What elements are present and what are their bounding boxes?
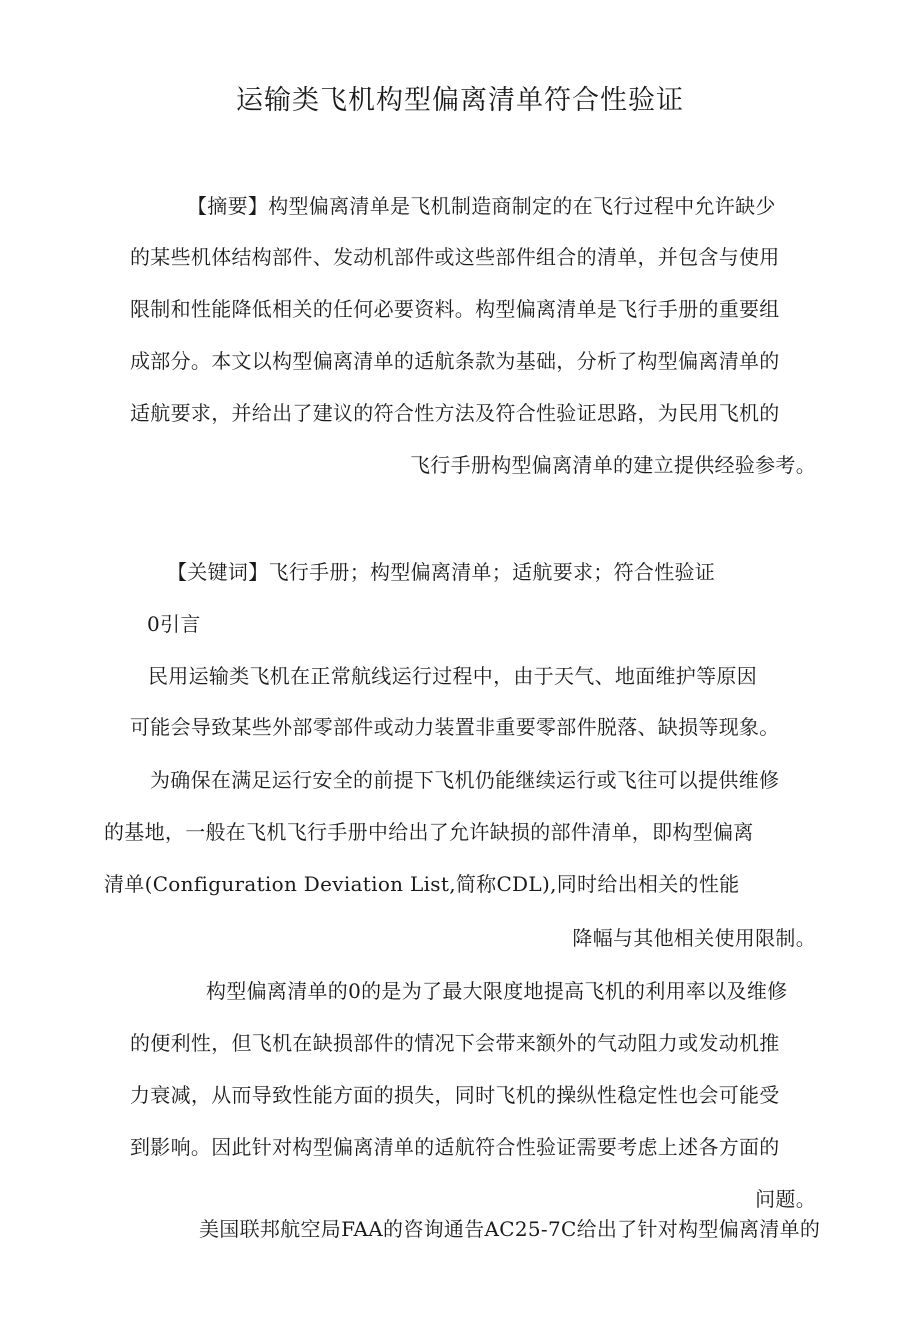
abstract-line: 适航要求，并给出了建议的符合性方法及符合性验证思路，为民用飞机的 — [130, 401, 780, 425]
section-heading: 0引言 — [147, 612, 201, 636]
body-line: 的基地，一般在飞机飞行手册中给出了允许缺损的部件清单，即构型偏离 — [104, 820, 754, 844]
document-title: 运输类飞机构型偏离清单符合性验证 — [236, 85, 684, 116]
body-line: 力衰减，从而导致性能方面的损失，同时飞机的操纵性稳定性也会可能受 — [130, 1083, 780, 1107]
keywords-line: 【关键词】飞行手册；构型偏离清单；适航要求；符合性验证 — [167, 560, 716, 584]
abstract-line: 限制和性能降低相关的任何必要资料。构型偏离清单是飞行手册的重要组 — [130, 297, 780, 321]
abstract-line: 的某些机体结构部件、发动机部件或这些部件组合的清单，并包含与使用 — [130, 245, 780, 269]
body-line: 美国联邦航空局FAA的咨询通告AC25-7C给出了针对构型偏离清单的 — [199, 1217, 821, 1241]
body-line: 问题。 — [755, 1187, 816, 1211]
body-line: 构型偏离清单的0的是为了最大限度地提高飞机的利用率以及维修 — [206, 979, 788, 1003]
body-line: 可能会导致某些外部零部件或动力装置非重要零部件脱落、缺损等现象。 — [130, 715, 780, 739]
abstract-line: 飞行手册构型偏离清单的建立提供经验参考。 — [410, 453, 816, 477]
body-line: 清单(Configuration Deviation List,简称CDL),同时给出相关的性能 — [104, 872, 740, 896]
body-line: 民用运输类飞机在正常航线运行过程中，由于天气、地面维护等原因 — [148, 664, 757, 688]
abstract-line: 【摘要】构型偏离清单是飞机制造商制定的在飞行过程中允许缺少 — [187, 194, 776, 218]
body-line: 为确保在满足运行安全的前提下飞机仍能继续运行或飞往可以提供维修 — [150, 768, 780, 792]
body-line: 的便利性，但飞机在缺损部件的情况下会带来额外的气动阻力或发动机推 — [130, 1031, 780, 1055]
body-line: 降幅与其他相关使用限制。 — [572, 926, 816, 950]
body-line: 到影响。因此针对构型偏离清单的适航符合性验证需要考虑上述各方面的 — [130, 1135, 780, 1159]
abstract-line: 成部分。本文以构型偏离清单的适航条款为基础，分析了构型偏离清单的 — [130, 349, 780, 373]
